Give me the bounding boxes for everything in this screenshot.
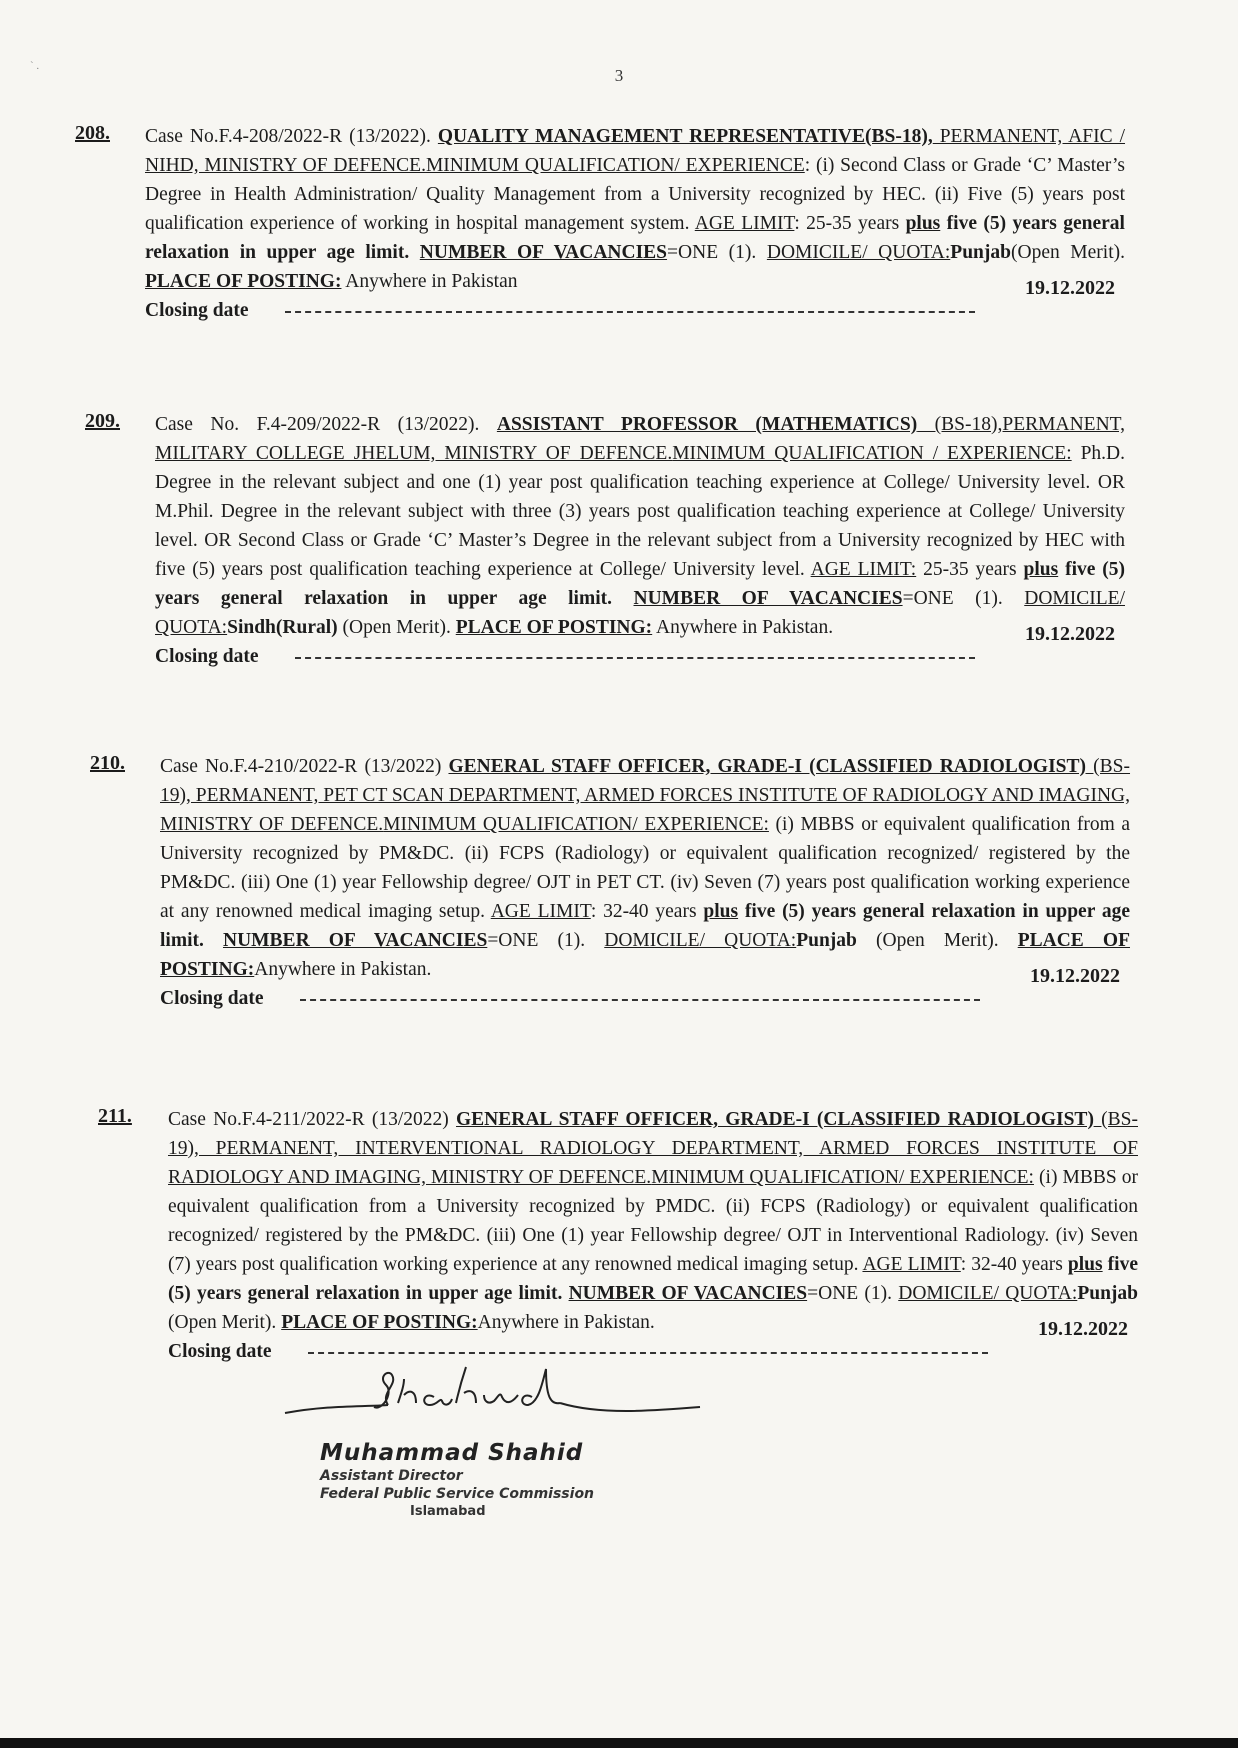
plus-word: plus	[703, 901, 739, 922]
domicile-text: (Open Merit).	[337, 617, 456, 638]
posting-label: PLACE OF POSTING:	[160, 930, 1130, 980]
signature-block	[270, 1355, 790, 1585]
vacancies-text: =ONE (1).	[667, 242, 767, 263]
dash-leader	[285, 311, 975, 313]
domicile-province: Punjab	[796, 930, 857, 951]
handwritten-signature	[270, 1355, 790, 1435]
domicile-label: DOMICILE/ QUOTA:	[766, 242, 951, 263]
age-limit-text: : 32-40 years	[590, 901, 704, 922]
page-number: 3	[614, 66, 624, 85]
entry-body	[160, 752, 1130, 1013]
case-number: Case No.F.4-210/2022-R (13/2022)	[160, 756, 449, 777]
qualification-text: : (i) Second Class or Grade ‘C’ Master’s Degree in Health Administration/ Quality Management from a University recognized by HEC. (ii) Five (5) years post qualification experience of working in hospital management system.	[145, 155, 1126, 234]
age-limit-text: : 25-35 years	[794, 213, 906, 234]
qualification-text: (i) MBBS or equivalent qualification from a University recognized by PM&DC. (ii) FCPS (Radiology) or equivalent qualification recognized/ registered by the PM&DC. (iii) One (1) year Fellowship degree/ OJT in PET CT. (iv) Seven (7) years post qualification working experience at any renowned medical imaging setup.	[160, 814, 1131, 922]
stamp-name: Muhammad Shahid	[320, 1440, 584, 1466]
case-number: Case No.F.4-211/2022-R (13/2022)	[168, 1109, 456, 1130]
post-details: (BS-18),PERMANENT, MILITARY COLLEGE JHELUM, MINISTRY OF DEFENCE.	[155, 414, 1125, 464]
posting-text: Anywhere in Pakistan.	[254, 959, 432, 980]
entry-text	[155, 410, 1125, 642]
qualification-label: MINIMUM QUALIFICATION/ EXPERIENCE:	[383, 814, 769, 835]
post-title: GENERAL STAFF OFFICER, GRADE-I (CLASSIFIED RADIOLOGIST)	[456, 1109, 1094, 1130]
posting-label: PLACE OF POSTING:	[455, 617, 653, 638]
stamp-designation: Assistant Director	[320, 1468, 463, 1484]
entry-body	[168, 1105, 1138, 1366]
dash-leader	[300, 999, 980, 1001]
post-title: ASSISTANT PROFESSOR (MATHEMATICS)	[496, 414, 918, 435]
post-title: QUALITY MANAGEMENT REPRESENTATIVE(BS-18),	[437, 126, 933, 147]
stamp-organization: Federal Public Service Commission	[320, 1486, 595, 1502]
relaxation-text: five (5) years general relaxation in upper age limit.	[155, 559, 1126, 609]
posting-label: PLACE OF POSTING:	[145, 271, 342, 292]
post-title: GENERAL STAFF OFFICER, GRADE-I (CLASSIFIED RADIOLOGIST)	[448, 756, 1087, 777]
domicile-label: DOMICILE/ QUOTA:	[604, 930, 797, 951]
qualification-label: MINIMUM QUALIFICATION/ EXPERIENCE	[425, 155, 805, 176]
closing-date: 19.12.2022	[1025, 623, 1115, 645]
qualification-label: MINIMUM QUALIFICATION/ EXPERIENCE:	[651, 1167, 1034, 1188]
entry-number: 211.	[98, 1105, 132, 1127]
official-stamp	[320, 1440, 620, 1519]
closing-label: Closing date	[168, 1341, 272, 1362]
case-number: Case No.F.4-208/2022-R (13/2022).	[145, 126, 438, 147]
entry-number: 208.	[75, 122, 110, 144]
age-limit-label: AGE LIMIT	[862, 1254, 961, 1275]
entry-text	[145, 122, 1125, 296]
qualification-text: (i) MBBS or equivalent qualification from a University recognized by PMDC. (ii) FCPS (Radiology) or equivalent qualification recognized/ registered by the PM&DC. (iii) One (1) year Fellowship degree/ OJT in Interventional Radiology. (iv) Seven (7) years post qualification working experience at any renowned medical imaging setup.	[168, 1167, 1138, 1275]
domicile-province: Punjab	[950, 242, 1011, 263]
vacancies-text: =ONE (1).	[807, 1283, 899, 1304]
age-limit-text: : 32-40 years	[960, 1254, 1068, 1275]
scan-edge-marks: ` .	[30, 60, 40, 72]
entry-body	[145, 122, 1125, 325]
qualification-text: Ph.D. Degree in the relevant subject and one (1) year post qualification teaching experience at College/ University level. OR M.Phil. Degree in the relevant subject with three (3) years post qualification teaching experience at College/ University level. OR Second Class or Grade ‘C’ Master’s Degree in the relevant subject from a University recognized by HEC with five (5) years post qualification teaching experience at College/ University level.	[155, 443, 1125, 580]
age-limit-label: AGE LIMIT	[694, 213, 795, 234]
dash-leader	[308, 1352, 988, 1354]
case-number: Case No. F.4-209/2022-R (13/2022).	[155, 414, 497, 435]
entry-body	[155, 410, 1125, 671]
dash-leader	[295, 657, 975, 659]
post-details: (BS-19), PERMANENT, PET CT SCAN DEPARTMENT, ARMED FORCES INSTITUTE OF RADIOLOGY AND IMAGING, MINISTRY OF DEFENCE.	[160, 756, 1131, 835]
closing-date: 19.12.2022	[1038, 1318, 1128, 1340]
age-limit-text: 25-35 years	[916, 559, 1024, 580]
relaxation-text: five (5) years general relaxation in upper age limit.	[168, 1254, 1138, 1304]
relaxation-text: five (5) years general relaxation in upper age limit.	[145, 213, 1125, 263]
closing-label: Closing date	[145, 300, 249, 321]
closing-date: 19.12.2022	[1030, 965, 1120, 987]
entry-text	[160, 752, 1130, 984]
age-limit-label: AGE LIMIT	[490, 901, 591, 922]
posting-text: Anywhere in Pakistan.	[477, 1312, 655, 1333]
entry-number: 209.	[85, 410, 120, 432]
entry-text	[168, 1105, 1138, 1337]
domicile-label: DOMICILE/ QUOTA:	[898, 1283, 1078, 1304]
vacancies-label: NUMBER OF VACANCIES	[222, 930, 488, 951]
domicile-text: (Open Merit).	[1011, 242, 1125, 263]
vacancies-text: =ONE (1).	[902, 588, 1025, 609]
relaxation-text: five (5) years general relaxation in upper age limit.	[160, 901, 1130, 951]
qualification-label: MINIMUM QUALIFICATION / EXPERIENCE:	[672, 443, 1072, 464]
plus-word: plus	[1067, 1254, 1103, 1275]
plus-word: plus	[905, 213, 941, 234]
posting-text: Anywhere in Pakistan	[341, 271, 518, 292]
vacancies-label: NUMBER OF VACANCIES	[633, 588, 903, 609]
closing-label: Closing date	[155, 646, 259, 667]
age-limit-label: AGE LIMIT:	[810, 559, 917, 580]
domicile-province: Sindh(Rural)	[227, 617, 338, 638]
post-details: PERMANENT, AFIC / NIHD, MINISTRY OF DEFENCE.	[145, 126, 1126, 176]
post-details: (BS-19), PERMANENT, INTERVENTIONAL RADIOLOGY DEPARTMENT, ARMED FORCES INSTITUTE OF RADIOLOGY AND IMAGING, MINISTRY OF DEFENCE.	[168, 1109, 1138, 1188]
posting-label: PLACE OF POSTING:	[281, 1312, 478, 1333]
closing-date: 19.12.2022	[1025, 277, 1115, 299]
stamp-city: Islamabad	[410, 1504, 486, 1519]
plus-word: plus	[1023, 559, 1059, 580]
entry-number: 210.	[90, 752, 125, 774]
vacancies-label: NUMBER OF VACANCIES	[568, 1283, 808, 1304]
domicile-text: (Open Merit).	[168, 1312, 282, 1333]
vacancies-label: NUMBER OF VACANCIES	[419, 242, 668, 263]
vacancies-text: =ONE (1).	[487, 930, 605, 951]
closing-label: Closing date	[160, 988, 264, 1009]
domicile-province: Punjab	[1077, 1283, 1139, 1304]
posting-text: Anywhere in Pakistan.	[652, 617, 834, 638]
scan-bottom-edge	[0, 1738, 1238, 1748]
domicile-text: (Open Merit).	[856, 930, 1018, 951]
domicile-label: DOMICILE/ QUOTA:	[155, 588, 1125, 638]
